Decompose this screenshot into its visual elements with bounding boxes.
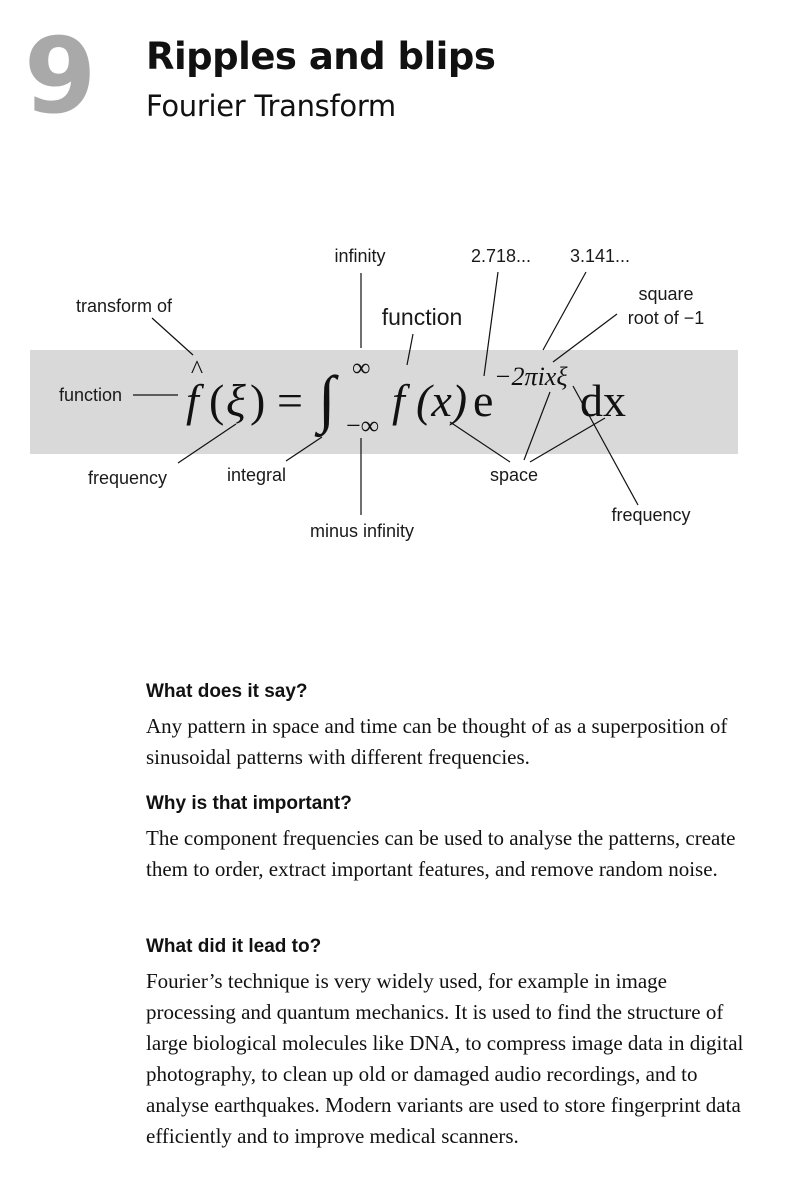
label-minus-infinity: minus infinity [309,521,415,541]
integrand-function: f [392,375,405,426]
equation-equals: = [277,375,303,426]
label-pi-value: 3.141... [569,246,631,266]
section-heading-what-did-it-lead-to: What did it lead to? [146,936,322,957]
label-infinity: infinity [334,246,386,266]
label-sqrt-line1: square [638,284,694,304]
section-heading-what-does-it-say: What does it say? [146,681,308,702]
label-e-value: 2.718... [470,246,532,266]
differential: dx [580,375,626,426]
equation-lhs-function: f [186,375,199,426]
exponential-base: e [473,375,494,426]
leader-function-top [407,334,413,365]
chapter-subtitle: Fourier Transform [146,89,396,123]
label-space: space [489,465,539,485]
chapter-number: 9 [24,15,95,137]
integral-sign: ∫ [318,363,336,434]
label-integral: integral [227,465,287,485]
equation-lhs-paren-close: ) [250,375,266,426]
label-function-top: function [381,304,463,330]
equation-lhs-paren-open: ( [209,375,225,426]
leader-pi-value [543,272,586,350]
equation-lhs-variable: ξ [226,375,246,426]
exponent: −2πixξ [494,362,568,391]
integral-upper-limit: ∞ [352,353,371,382]
label-function-left: function [59,385,123,405]
leader-space-1 [450,422,510,462]
label-frequency-left: frequency [88,468,168,488]
section-heading-why-important: Why is that important? [146,793,352,814]
leader-sqrt [553,314,617,362]
leader-frequency-left [178,424,236,463]
leader-integral [286,437,322,461]
section-body-what-does-it-say: Any pattern in space and time can be thought of as a superposition of sinusoidal patterns with different frequencies. [146,714,728,769]
integral-lower-limit: −∞ [346,411,380,440]
integrand-argument: (x) [416,375,468,426]
label-frequency-right: frequency [611,505,691,525]
chapter-title: Ripples and blips [146,35,496,78]
leader-transform-of [152,318,193,355]
section-body-why-important: The component frequencies can be used to analyse the patterns, create them to order, extract important features, and remove random noise. [146,826,736,881]
section-body-what-did-it-lead-to: Fourier’s technique is very widely used, for example in image processing and quantum mechanics. It is used to find the structure of large biological molecules like DNA, to compress image data in digital photography, to clean up old or damaged audio recordings, and to analyse earthquakes. Modern variants are used to store fingerprint data efficiently and to improve medical scanners. [146,969,744,1148]
equation-hat: ^ [190,355,204,384]
label-sqrt-line2: root of −1 [627,308,705,328]
leader-space-2 [524,392,550,460]
leader-e-value [484,272,498,376]
label-transform-of: transform of [76,296,173,316]
